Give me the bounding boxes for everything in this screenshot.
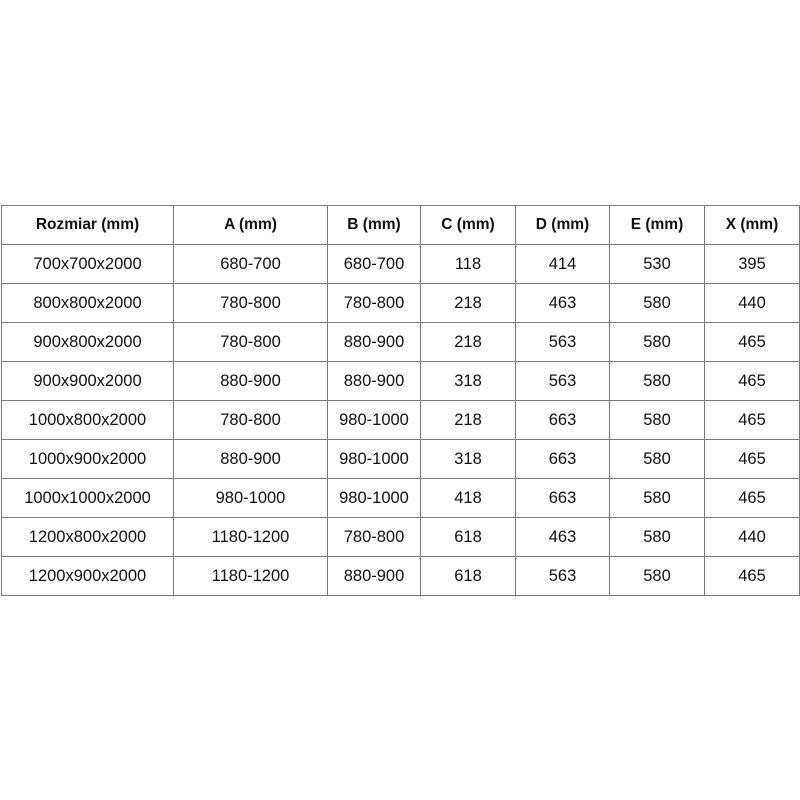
cell-rozmiar: 900x800x2000	[2, 323, 174, 362]
cell-a: 680-700	[174, 245, 328, 284]
cell-rozmiar: 1000x800x2000	[2, 401, 174, 440]
cell-x: 465	[705, 401, 800, 440]
cell-e: 580	[610, 362, 705, 401]
cell-c: 618	[421, 557, 516, 596]
cell-a: 1180-1200	[174, 557, 328, 596]
cell-e: 580	[610, 323, 705, 362]
cell-x: 465	[705, 479, 800, 518]
cell-e: 580	[610, 557, 705, 596]
cell-d: 563	[516, 362, 610, 401]
table-row	[2, 245, 800, 284]
cell-rozmiar: 900x900x2000	[2, 362, 174, 401]
header-b: B (mm)	[328, 206, 421, 245]
cell-rozmiar: 800x800x2000	[2, 284, 174, 323]
cell-a: 780-800	[174, 284, 328, 323]
cell-e: 580	[610, 284, 705, 323]
cell-rozmiar: 1200x800x2000	[2, 518, 174, 557]
header-rozmiar: Rozmiar (mm)	[2, 206, 174, 245]
cell-a: 980-1000	[174, 479, 328, 518]
cell-x: 440	[705, 284, 800, 323]
cell-d: 463	[516, 284, 610, 323]
table-row	[2, 401, 800, 440]
cell-b: 880-900	[328, 323, 421, 362]
table-row	[2, 557, 800, 596]
cell-x: 465	[705, 440, 800, 479]
cell-b: 780-800	[328, 518, 421, 557]
cell-rozmiar: 1000x1000x2000	[2, 479, 174, 518]
cell-c: 418	[421, 479, 516, 518]
cell-x: 465	[705, 362, 800, 401]
cell-e: 580	[610, 518, 705, 557]
cell-c: 118	[421, 245, 516, 284]
cell-b: 780-800	[328, 284, 421, 323]
cell-c: 218	[421, 401, 516, 440]
cell-c: 218	[421, 323, 516, 362]
cell-d: 463	[516, 518, 610, 557]
table-row	[2, 323, 800, 362]
cell-e: 580	[610, 479, 705, 518]
cell-e: 580	[610, 401, 705, 440]
cell-x: 440	[705, 518, 800, 557]
cell-c: 218	[421, 284, 516, 323]
header-x: X (mm)	[705, 206, 800, 245]
header-d: D (mm)	[516, 206, 610, 245]
cell-d: 663	[516, 479, 610, 518]
cell-a: 780-800	[174, 401, 328, 440]
cell-rozmiar: 700x700x2000	[2, 245, 174, 284]
cell-d: 663	[516, 401, 610, 440]
cell-d: 563	[516, 323, 610, 362]
cell-c: 318	[421, 362, 516, 401]
cell-c: 318	[421, 440, 516, 479]
cell-b: 980-1000	[328, 479, 421, 518]
cell-b: 980-1000	[328, 401, 421, 440]
table-body	[2, 245, 800, 596]
header-a: A (mm)	[174, 206, 328, 245]
cell-c: 618	[421, 518, 516, 557]
cell-rozmiar: 1200x900x2000	[2, 557, 174, 596]
table-row	[2, 440, 800, 479]
cell-b: 680-700	[328, 245, 421, 284]
cell-a: 880-900	[174, 362, 328, 401]
cell-d: 563	[516, 557, 610, 596]
table-row	[2, 518, 800, 557]
table-row	[2, 284, 800, 323]
table-row	[2, 362, 800, 401]
header-c: C (mm)	[421, 206, 516, 245]
cell-e: 530	[610, 245, 705, 284]
cell-x: 465	[705, 557, 800, 596]
cell-d: 663	[516, 440, 610, 479]
header-row	[2, 206, 800, 245]
cell-x: 465	[705, 323, 800, 362]
cell-b: 880-900	[328, 557, 421, 596]
dimensions-table	[1, 205, 800, 596]
cell-b: 980-1000	[328, 440, 421, 479]
cell-b: 880-900	[328, 362, 421, 401]
header-e: E (mm)	[610, 206, 705, 245]
cell-e: 580	[610, 440, 705, 479]
cell-x: 395	[705, 245, 800, 284]
cell-rozmiar: 1000x900x2000	[2, 440, 174, 479]
cell-a: 880-900	[174, 440, 328, 479]
cell-a: 1180-1200	[174, 518, 328, 557]
cell-d: 414	[516, 245, 610, 284]
table-row	[2, 479, 800, 518]
cell-a: 780-800	[174, 323, 328, 362]
